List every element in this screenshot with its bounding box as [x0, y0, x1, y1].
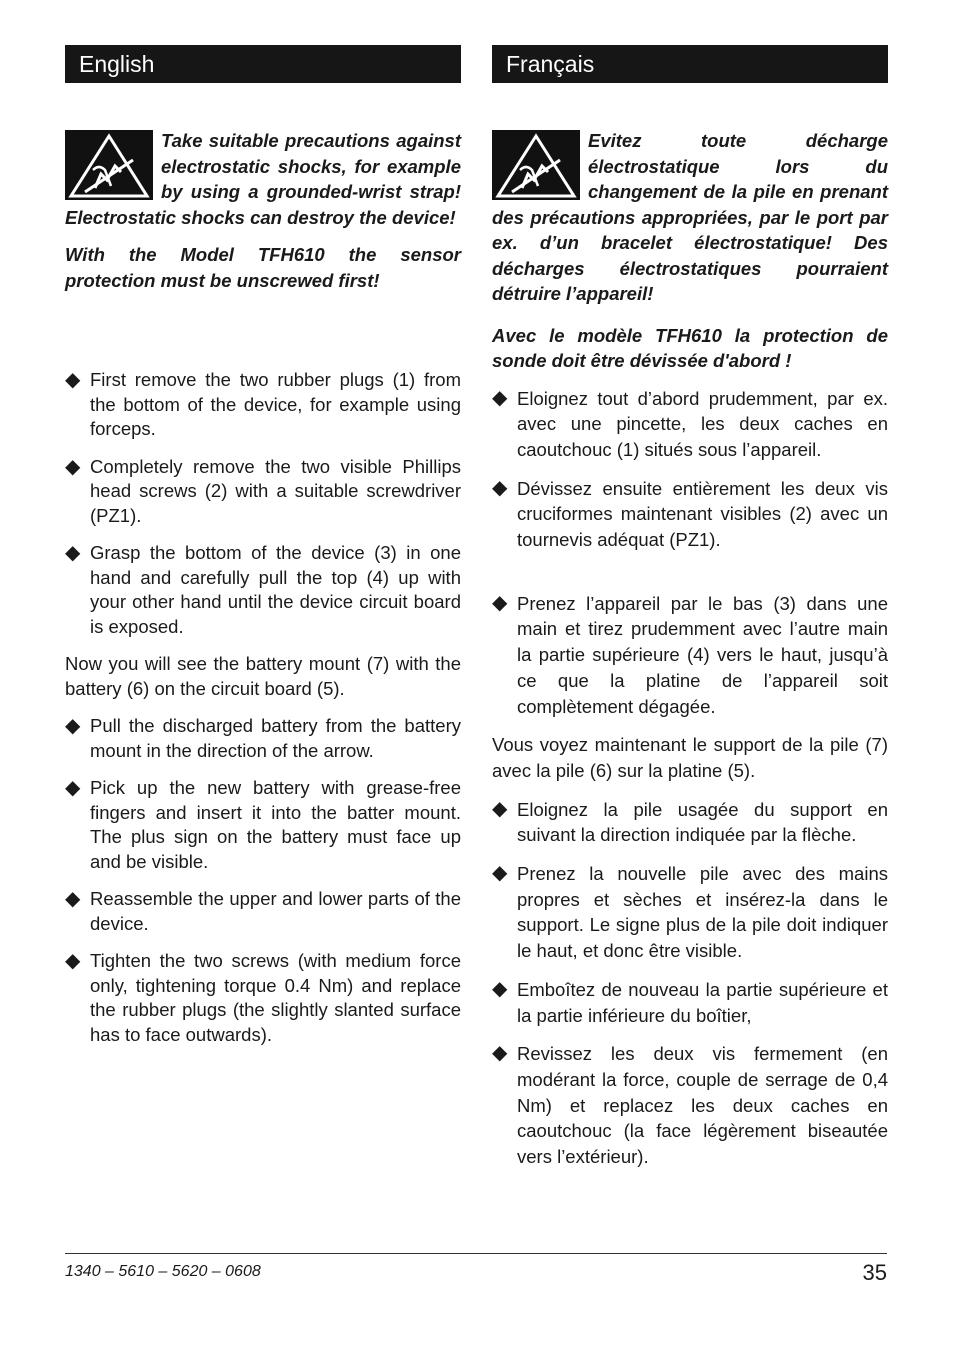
diamond-bullet-icon: ◆	[65, 542, 81, 564]
diamond-bullet-icon: ◆	[492, 591, 508, 614]
diamond-bullet-icon: ◆	[492, 977, 508, 1000]
list-item: ◆ Prenez l’appareil par le bas (3) dans une main et tirez prudemment avec l’autre main la partie supérieure (4) vers le haut, jusqu’à ce que la platine de l’appareil soit complètement dégagée.	[492, 591, 888, 717]
english-steps-list-2	[65, 714, 461, 1047]
diamond-bullet-icon: ◆	[492, 1042, 508, 1065]
french-steps-list-1b	[492, 591, 888, 720]
list-item: ◆ Eloignez la pile usagée du support en suivant la direction indiquée par la flèche.	[492, 797, 888, 846]
esd-warning-icon	[65, 130, 153, 200]
list-item: ◆ First remove the two rubber plugs (1) from the bottom of the device, for example using forceps.	[65, 369, 461, 439]
list-item: ◆ Revissez les deux vis fermement (en modérant la force, couple de serrage de 0,4 Nm) et replacez les deux caches en caoutchouc (la face légèrement biseautée vers l’extérieur).	[492, 1042, 888, 1168]
list-item: ◆ Prenez la nouvelle pile avec des mains propres et sèches et insérez-la dans le support. Le signe plus de la pile doit indiquer le haut, et donc être visible.	[492, 862, 888, 962]
diamond-bullet-icon: ◆	[65, 950, 81, 972]
english-column	[65, 45, 461, 1060]
french-warning-text: Evitez toute décharge électrostatique lors du changement de la pile en prenant des précautions appropriées, par le port par ex. d’un bracelet électrostatique! Des décharges électrostatiques pourraient détruire l’appareil!	[492, 130, 888, 304]
diamond-bullet-icon: ◆	[492, 476, 508, 499]
footer-divider	[65, 1253, 887, 1254]
diamond-bullet-icon: ◆	[65, 455, 81, 478]
list-item: ◆ Emboîtez de nouveau la partie supérieure et la partie inférieure du boîtier,	[492, 977, 888, 1026]
diamond-bullet-icon: ◆	[65, 888, 81, 910]
list-item: ◆ Reassemble the upper and lower parts of the device.	[65, 888, 461, 934]
esd-warning-icon	[492, 130, 580, 200]
diamond-bullet-icon: ◆	[492, 797, 508, 820]
list-item: ◆ Eloignez tout d’abord prudemment, par ex. avec une pincette, les deux caches en caoutchouc (1) situés sous l’appareil.	[492, 386, 888, 460]
french-model-note: Avec le modèle TFH610 la protection de sonde doit être dévissée d'abord !	[492, 324, 888, 371]
english-steps-list-1	[65, 368, 461, 639]
english-esd-warning	[65, 128, 461, 230]
french-steps-list-2	[492, 797, 888, 1170]
footer-document-code: 1340 – 5610 – 5620 – 0608	[65, 1263, 261, 1280]
french-column	[492, 45, 888, 1183]
english-battery-paragraph: Now you will see the battery mount (7) with the battery (6) on the circuit board (5).	[65, 653, 461, 699]
english-warning-text: Take suitable precautions against electrostatic shocks, for example by using a grounded-wrist strap! Electrostatic shocks can destroy the device!	[65, 130, 461, 228]
diamond-bullet-icon: ◆	[492, 386, 508, 409]
diamond-bullet-icon: ◆	[65, 715, 81, 737]
diamond-bullet-icon: ◆	[65, 369, 81, 391]
list-item: ◆ Completely remove the two visible Phillips head screws (2) with a suitable screwdriver (PZ1).	[65, 455, 461, 526]
spacer	[492, 566, 888, 591]
french-header: Français	[492, 45, 888, 83]
list-item: ◆ Pick up the new battery with grease-free fingers and insert it into the batter mount. The plus sign on the battery must face up and be visible.	[65, 777, 461, 872]
french-steps-list-1	[492, 386, 888, 553]
page-number: 35	[862, 1260, 887, 1285]
diamond-bullet-icon: ◆	[65, 777, 81, 799]
diamond-bullet-icon: ◆	[492, 862, 508, 885]
list-item: ◆ Tighten the two screws (with medium force only, tightening torque 0.4 Nm) and replace the rubber plugs (the slightly slanted surface has to face outwards).	[65, 950, 461, 1045]
french-esd-warning	[492, 128, 888, 307]
french-battery-paragraph: Vous voyez maintenant le support de la pile (7) avec la pile (6) sur la platine (5).	[492, 734, 888, 781]
list-item: ◆ Dévissez ensuite entièrement les deux vis cruciformes maintenant visibles (2) avec un tournevis adéquat (PZ1).	[492, 476, 888, 551]
english-model-note: With the Model TFH610 the sensor protection must be unscrewed first!	[65, 244, 461, 291]
list-item: ◆ Grasp the bottom of the device (3) in one hand and carefully pull the top (4) up with your other hand until the device circuit board is exposed.	[65, 542, 461, 637]
english-header: English	[65, 45, 461, 83]
list-item: ◆ Pull the discharged battery from the battery mount in the direction of the arrow.	[65, 715, 461, 761]
